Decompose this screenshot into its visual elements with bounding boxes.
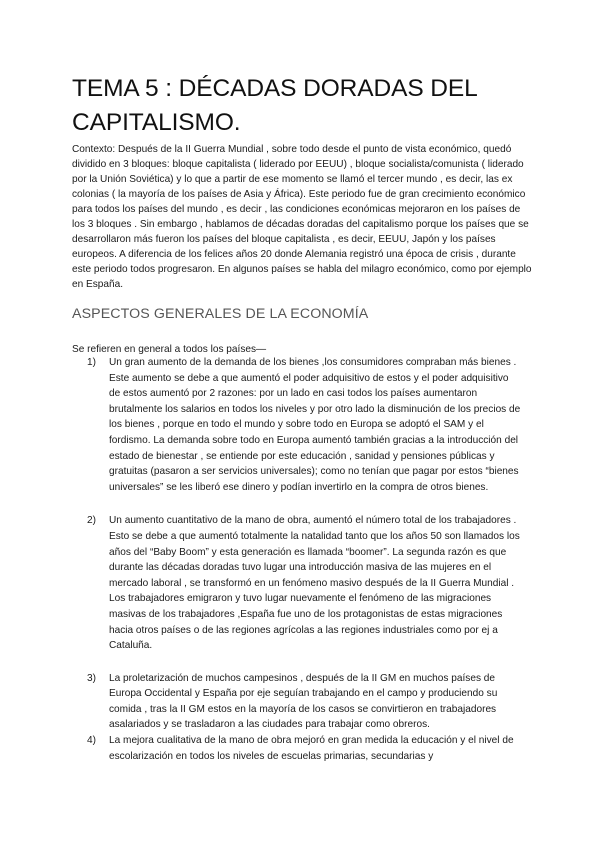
lead-sentence: Se refieren en general a todos los países— xyxy=(72,344,267,355)
list-item xyxy=(72,513,522,653)
list-item-number: 2) xyxy=(87,515,96,527)
list-item xyxy=(72,733,522,764)
list-item xyxy=(72,355,522,495)
list-item-text: La mejora cualitativa de la mano de obra mejoró en gran medida la educación y el nivel de escolarización en todos los niveles de escuelas primarias, secundarias y xyxy=(109,735,514,762)
page-title: TEMA 5 : DÉCADAS DORADAS DEL CAPITALISMO. xyxy=(72,75,477,136)
list-item xyxy=(72,671,522,733)
context-paragraph: Contexto: Después de la II Guerra Mundial , sobre todo desde el punto de vista económico, quedó dividido en 3 bloques: bloque capitalista ( liderado por EEUU) , bloque socialista/comunista ( liderado por la Unión Soviética) y lo que a partir de ese momento se llamó el tercer mundo , es decir, las ex colonias ( la mayoría de los países de Asia y África). Este periodo fue de gran crecimiento económico para todos los países del mundo , es decir , las condiciones económicas mejoraron en los países de los 3 bloques . Sin embargo , hablamos de décadas doradas del capitalismo porque los países que se desarrollaron más fueron los países del bloque capitalista , es decir, EEUU, Japón y los países europeos. A diferencia de los felices años 20 donde Alemania registró una época de crisis , durante este periodo todos progresaron. En algunos países se habla del milagro económico, como por ejemplo en España. xyxy=(72,144,532,290)
list-item-text: La proletarización de muchos campesinos , después de la II GM en muchos países de Europa Occidental y España por eje seguían trabajando en el campo y produciendo su comida , tras la II GM estos en la mayoría de los casos se convirtieron en trabajadores asalariados y se trasladaron a las ciudades para trabajar como obreros. xyxy=(109,672,498,731)
list-item-text: Un aumento cuantitativo de la mano de obra, aumentó el número total de los trabajadores . Esto se debe a que aumentó totalmente la natalidad tanto que los años 50 son llamados los años del “Baby Boom” y esta generación es llamada “boomer”. La segunda razón es que durante las décadas doradas tuvo lugar una introducción masiva de las mujeres en el mercado laboral , se transformó en un fenómeno masivo después de la II Guerra Mundial . Los trabajadores emigraron y tuvo lugar nuevamente el fenómeno de las migraciones masivas de los trabajadores ,España fue uno de los protagonistas de estas migraciones hacia otros países o de las regiones agrícolas a las regiones industriales como por ej a Cataluña. xyxy=(109,515,520,652)
list-item-text: Un gran aumento de la demanda de los bienes ,los consumidores compraban más bienes . Este aumento se debe a que aumentó el poder adquisitivo de estos y el poder adquisitivo de estos aumentó por 2 razones: por un lado en casi todos los países aumentaron brutalmente los salarios en todos los niveles y por otro lado la disminución de los precios de los bienes , porque en todo el mundo y sobre todo en Europa se adoptó el SAM y el fordismo. La demanda sobre todo en Europa aumentó también gracias a la introducción del estado de bienestar , se entiende por este educación , sanidad y pensiones públicas y gratuitas (pasaron a ser servicios universales); como no tenían que pagar por estos “bienes universales” se les liberó ese dinero y podían invertirlo en la compra de otros bienes. xyxy=(109,357,521,493)
section-heading: ASPECTOS GENERALES DE LA ECONOMÍA xyxy=(72,306,369,322)
list-item-number: 1) xyxy=(87,357,96,368)
list-item-number: 4) xyxy=(87,735,96,747)
list-item-number: 3) xyxy=(87,672,96,684)
aspects-list xyxy=(72,355,522,764)
